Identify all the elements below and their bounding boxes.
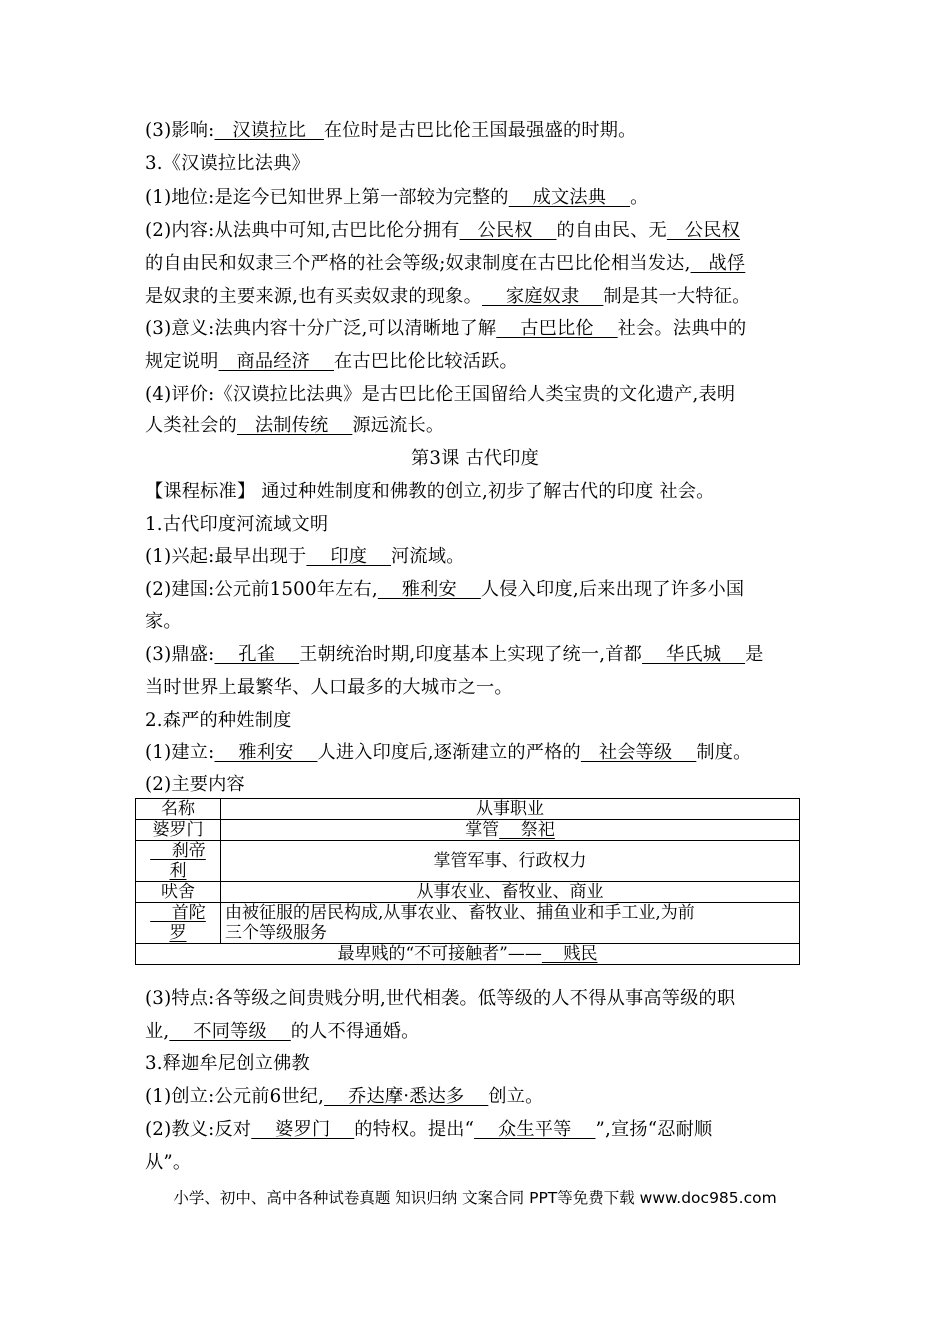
answer-blank: 雅利安 bbox=[214, 742, 318, 763]
table-footer-row bbox=[136, 944, 800, 965]
text-line bbox=[145, 578, 825, 602]
text-line bbox=[145, 119, 825, 143]
answer-blank: 公民权 bbox=[459, 220, 557, 241]
line-text: 人进入印度后,逐渐建立的严格的 bbox=[317, 742, 581, 763]
text-line bbox=[145, 1118, 825, 1142]
text-line bbox=[145, 219, 825, 243]
line-text: 家。 bbox=[145, 611, 182, 632]
table-row bbox=[136, 882, 800, 903]
line-text: 在古巴比伦比较活跃。 bbox=[333, 351, 518, 372]
line-text: 的自由民和奴隶三个严格的社会等级;奴隶制度在古巴比伦相当发达, bbox=[145, 253, 691, 274]
answer-blank: 众生平等 bbox=[474, 1119, 596, 1140]
answer-blank: 华氏城 bbox=[642, 644, 746, 665]
line-text: 是 bbox=[745, 644, 764, 665]
line-text: 从”。 bbox=[145, 1152, 192, 1173]
table-row bbox=[136, 820, 800, 841]
answer-blank: 汉谟拉比 bbox=[214, 120, 324, 141]
answer-blank: 乔达摩·悉达多 bbox=[324, 1086, 489, 1107]
text-line bbox=[145, 1020, 825, 1044]
text-line bbox=[145, 186, 825, 210]
caste-occupation: 掌管 祭祀 bbox=[221, 820, 800, 841]
line-text: (4)评价:《汉谟拉比法典》是古巴比伦王国留给人类宝贵的文化遗产,表明 bbox=[145, 384, 736, 405]
line-text: 的人不得通婚。 bbox=[290, 1021, 420, 1042]
text-line bbox=[145, 317, 825, 341]
answer-blank: 社会等级 bbox=[580, 742, 697, 763]
caste-occupation: 掌管军事、行政权力 bbox=[221, 841, 800, 882]
text-line bbox=[145, 1085, 825, 1109]
line-text: 当时世界上最繁华、人口最多的大城市之一。 bbox=[145, 677, 513, 698]
line-text: 【课程标准】 通过种姓制度和佛教的创立,初步了解古代的印度 社会。 bbox=[145, 481, 715, 502]
answer-blank: 印度 bbox=[306, 546, 392, 567]
text-line bbox=[145, 610, 825, 634]
text-line bbox=[145, 1151, 825, 1175]
answer-blank: 婆罗门 bbox=[251, 1119, 355, 1140]
answer-blank: 法制传统 bbox=[236, 415, 353, 436]
answer-blank: 商品经济 bbox=[218, 351, 334, 372]
line-text: 是奴隶的主要来源,也有买卖奴隶的现象。 bbox=[145, 286, 482, 307]
line-text: 。 bbox=[630, 187, 649, 208]
text-line bbox=[145, 643, 825, 667]
text-line bbox=[145, 383, 825, 407]
untouchables-cell: 最卑贱的“不可接触者”—— 贱民 bbox=[136, 944, 800, 965]
answer-blank: 雅利安 bbox=[377, 579, 481, 600]
line-text: (1)创立:公元前6世纪, bbox=[145, 1086, 325, 1107]
text-line bbox=[145, 350, 825, 374]
lesson-title bbox=[145, 447, 805, 471]
caste-name: 婆罗门 bbox=[136, 820, 221, 841]
page-footer[interactable]: 小学、初中、高中各种试卷真题 知识归纳 文案合同 PPT等免费下载 www.doc985.com bbox=[173, 1189, 777, 1207]
text-line bbox=[145, 545, 825, 569]
text-line bbox=[145, 987, 825, 1011]
text-line bbox=[145, 676, 825, 700]
answer-blank: 战俘 bbox=[690, 253, 746, 274]
text-line bbox=[145, 285, 825, 309]
line-text: (2)建国:公元前1500年左右, bbox=[145, 579, 378, 600]
table-row bbox=[136, 903, 800, 944]
line-text: 的自由民、无 bbox=[556, 220, 667, 241]
caste-name: 首陀 罗 bbox=[136, 903, 221, 944]
line-text: ”,宣扬“忍耐顺 bbox=[595, 1119, 713, 1140]
text-line bbox=[145, 252, 825, 276]
caste-name: 吠舍 bbox=[136, 882, 221, 903]
line-text: 在位时是古巴比伦王国最强盛的时期。 bbox=[323, 120, 637, 141]
line-text: (1)地位:是迄今已知世界上第一部较为完整的 bbox=[145, 187, 509, 208]
line-text: 3.《汉谟拉比法典》 bbox=[145, 153, 310, 174]
line-text: 3.释迦牟尼创立佛教 bbox=[145, 1053, 310, 1074]
line-text: 规定说明 bbox=[145, 351, 219, 372]
answer-blank: 公民权 bbox=[666, 220, 740, 241]
line-text: 的特权。提出“ bbox=[354, 1119, 475, 1140]
line-text: (2)内容:从法典中可知,古巴比伦分拥有 bbox=[145, 220, 460, 241]
answer-blank: 成文法典 bbox=[508, 187, 631, 208]
table-header-cell: 从事职业 bbox=[221, 799, 800, 820]
section-heading bbox=[145, 513, 825, 537]
line-text: 人侵入印度,后来出现了许多小国 bbox=[480, 579, 745, 600]
line-text: (3)鼎盛: bbox=[145, 644, 215, 665]
course-standard bbox=[145, 480, 825, 504]
answer-blank: 不同等级 bbox=[169, 1021, 291, 1042]
line-text: 王朝统治时期,印度基本上实现了统一,首都 bbox=[299, 644, 643, 665]
line-text: 河流域。 bbox=[391, 546, 465, 567]
caste-occupation: 由被征服的居民构成,从事农业、畜牧业、捕鱼业和手工业,为前 三个等级服务 bbox=[221, 903, 800, 944]
line-text: 第3课 古代印度 bbox=[410, 448, 540, 469]
text-line bbox=[145, 414, 825, 438]
text-line bbox=[145, 773, 825, 797]
line-text: 创立。 bbox=[488, 1086, 544, 1107]
line-text: 制是其一大特征。 bbox=[603, 286, 751, 307]
caste-name: 刹帝 利 bbox=[136, 841, 221, 882]
line-text: 1.古代印度河流域文明 bbox=[145, 514, 329, 535]
answer-blank: 家庭奴隶 bbox=[481, 286, 604, 307]
line-text: (3)意义:法典内容十分广泛,可以清晰地了解 bbox=[145, 318, 497, 339]
line-text: (1)建立: bbox=[145, 742, 215, 763]
line-text: 制度。 bbox=[696, 742, 752, 763]
line-text: (3)特点:各等级之间贵贱分明,世代相袭。低等级的人不得从事高等级的职 bbox=[145, 988, 736, 1009]
line-text: 2.森严的种姓制度 bbox=[145, 710, 292, 731]
line-text: 人类社会的 bbox=[145, 415, 237, 436]
table-header-row bbox=[136, 799, 800, 820]
line-text: 源远流长。 bbox=[352, 415, 445, 436]
line-text: 社会。法典中的 bbox=[617, 318, 747, 339]
section-heading bbox=[145, 709, 825, 733]
answer-blank: 古巴比伦 bbox=[496, 318, 618, 339]
line-text: (2)教义:反对 bbox=[145, 1119, 252, 1140]
text-line bbox=[145, 741, 825, 765]
text-line bbox=[145, 152, 825, 176]
line-text: (1)兴起:最早出现于 bbox=[145, 546, 307, 567]
table-row bbox=[136, 841, 800, 882]
caste-occupation: 从事农业、畜牧业、商业 bbox=[221, 882, 800, 903]
line-text: (2)主要内容 bbox=[145, 774, 245, 795]
line-text: 业, bbox=[145, 1021, 170, 1042]
section-heading bbox=[145, 1052, 825, 1076]
table-header-cell: 名称 bbox=[136, 799, 221, 820]
caste-table bbox=[135, 798, 800, 965]
answer-blank: 孔雀 bbox=[214, 644, 300, 665]
line-text: (3)影响: bbox=[145, 120, 215, 141]
